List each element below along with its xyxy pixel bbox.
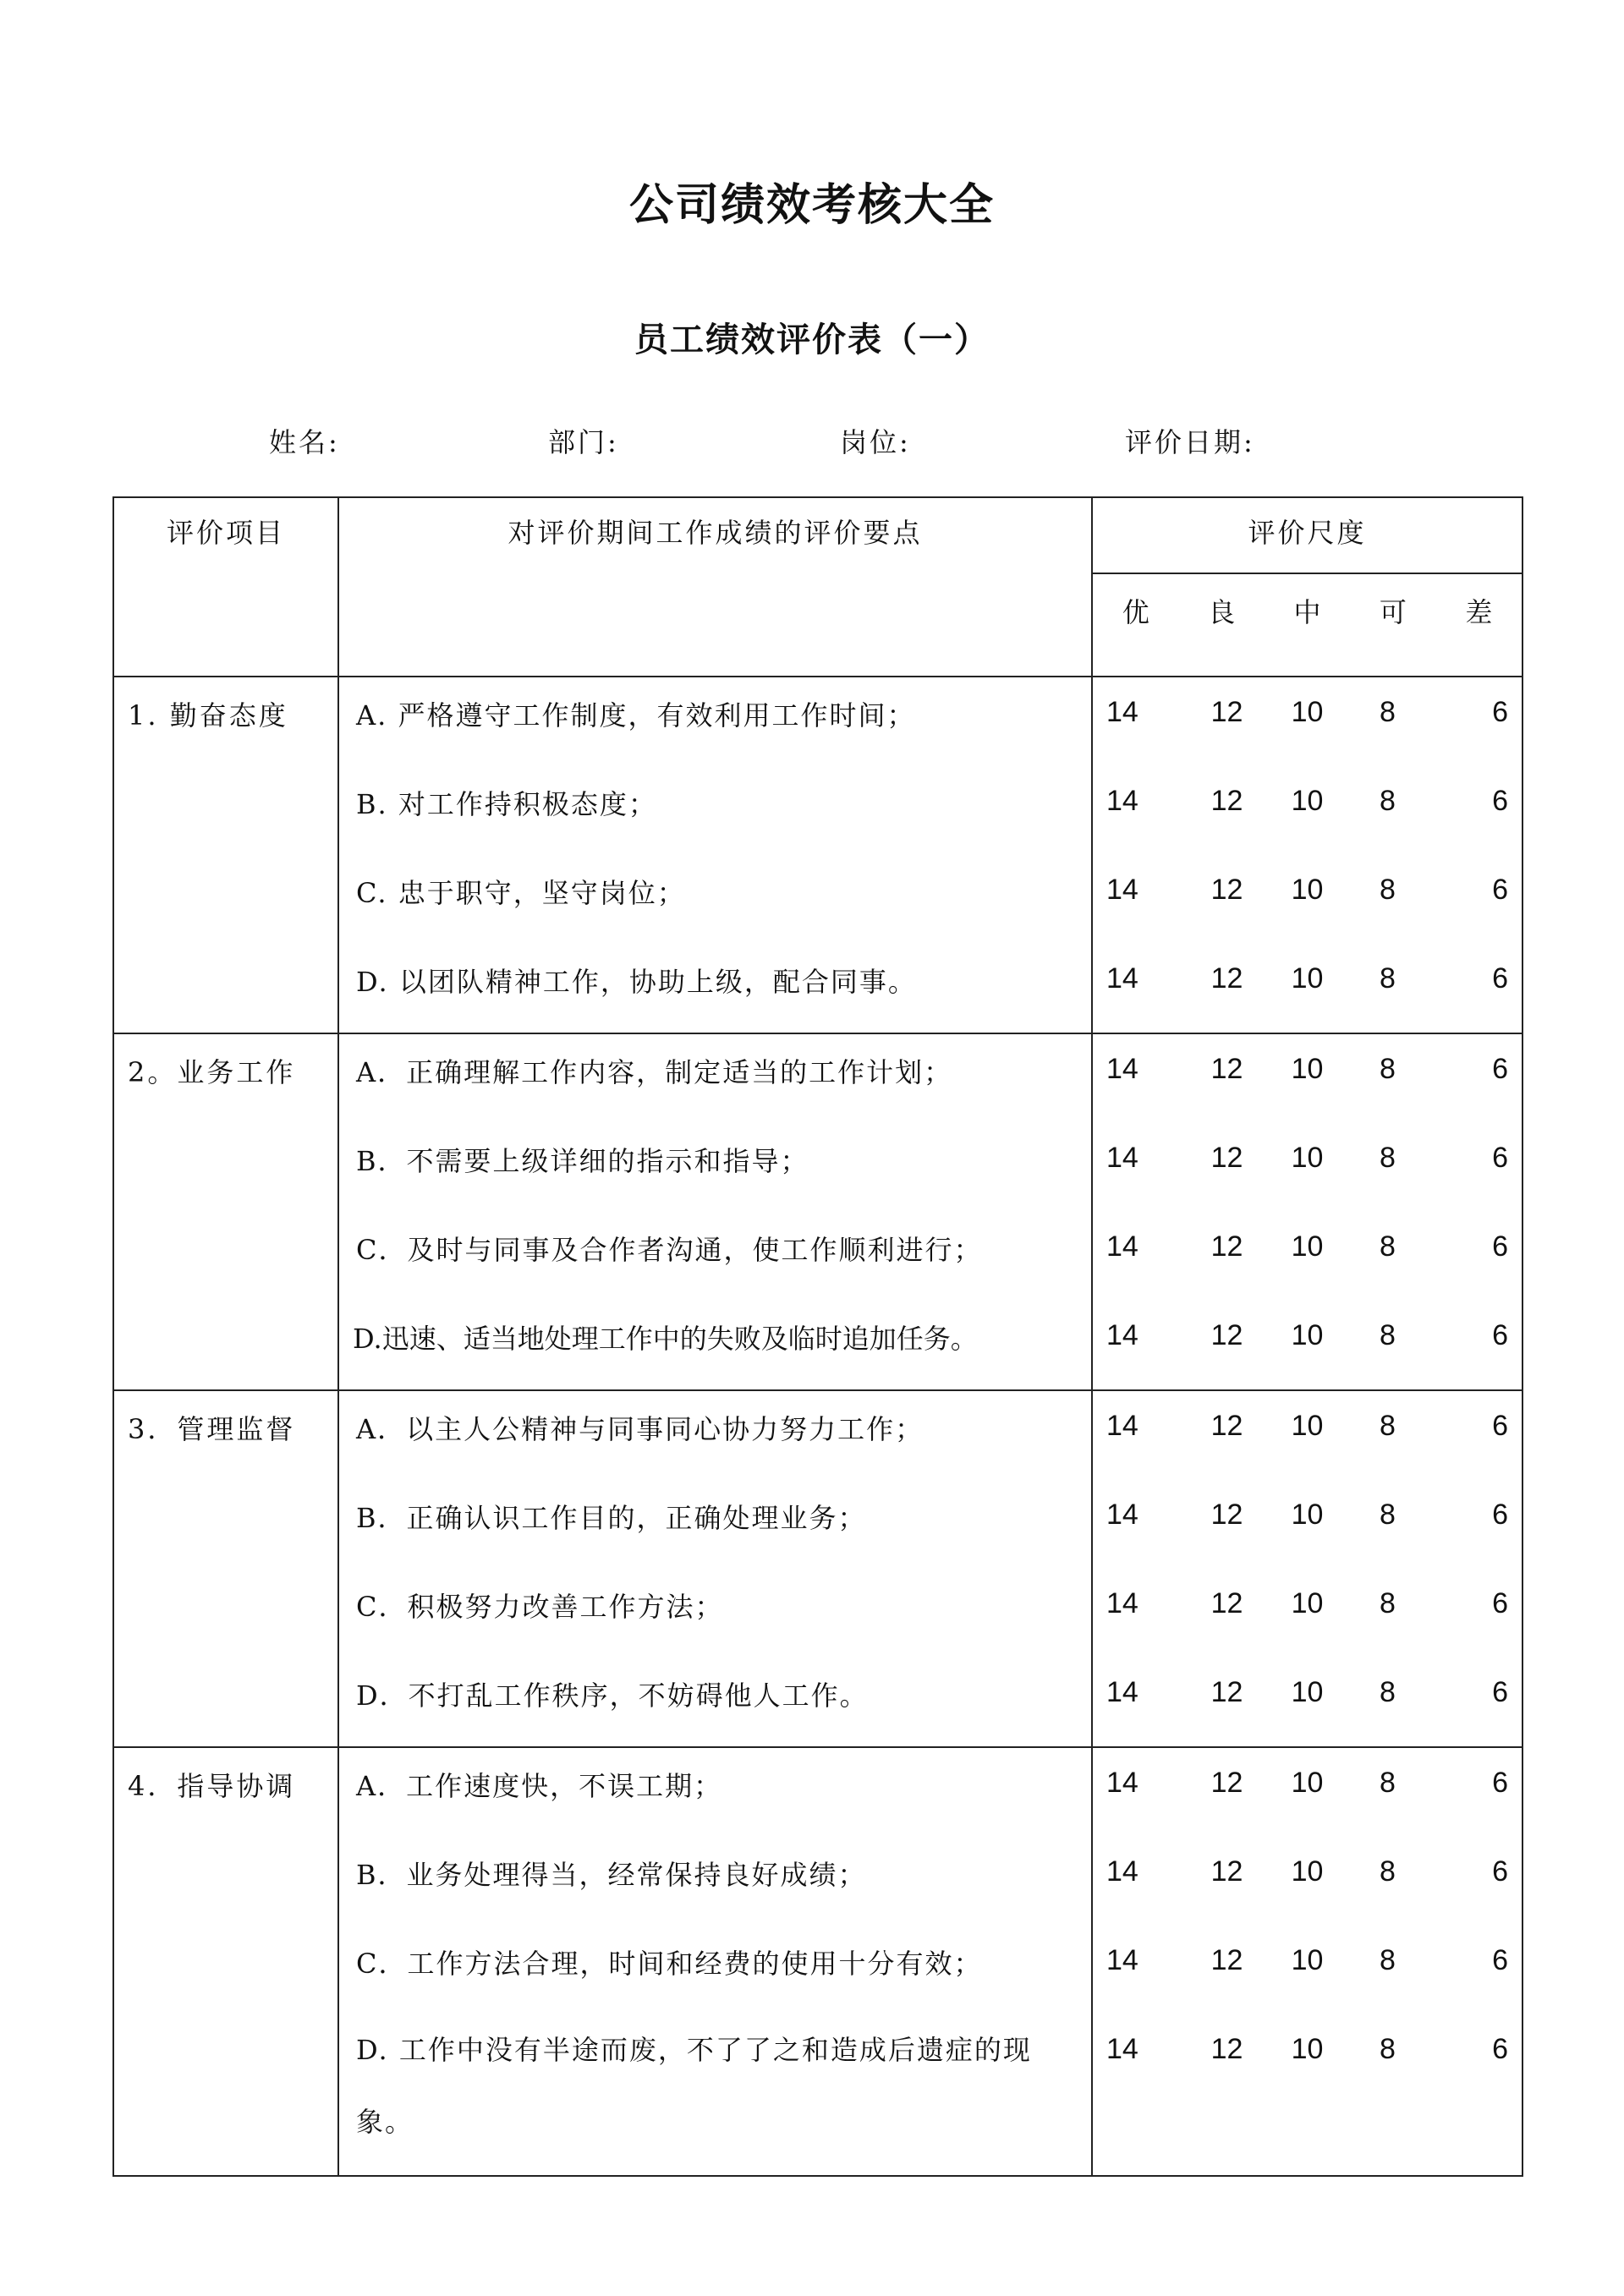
score-value: 10 xyxy=(1291,1587,1324,1619)
evaluation-point: A．以主人公精神与同事同心协力努力工作； xyxy=(356,1413,924,1445)
scale-level: 良 xyxy=(1208,596,1236,628)
score-row xyxy=(1093,1301,1522,1389)
score-row xyxy=(1093,1658,1522,1746)
score-value: 14 xyxy=(1106,1410,1138,1442)
scale-level: 可 xyxy=(1379,596,1407,628)
score-row xyxy=(1093,1926,1522,2014)
category-cell xyxy=(113,677,338,1033)
score-value: 12 xyxy=(1210,1587,1243,1619)
evaluation-date-label: 评价日期: xyxy=(1125,426,1255,458)
score-value: 14 xyxy=(1106,785,1138,817)
score-value: 8 xyxy=(1380,1499,1396,1531)
score-value: 14 xyxy=(1106,1499,1138,1531)
department-label: 部门: xyxy=(548,426,619,458)
score-row xyxy=(1093,944,1522,1033)
score-value: 10 xyxy=(1291,1855,1324,1888)
score-value: 14 xyxy=(1106,1319,1138,1351)
table-header-row xyxy=(113,497,1522,677)
score-value: 12 xyxy=(1210,2033,1243,2065)
scale-level: 优 xyxy=(1122,596,1149,628)
score-value: 8 xyxy=(1380,1410,1396,1442)
scores-cell xyxy=(1092,1390,1522,1747)
evaluation-point: C．及时与同事及合作者沟通，使工作顺利进行； xyxy=(356,1234,983,1266)
score-row xyxy=(1093,1837,1522,1926)
score-value: 6 xyxy=(1492,1142,1508,1174)
score-value: 6 xyxy=(1492,1587,1508,1619)
scale-level: 差 xyxy=(1465,596,1493,628)
score-row xyxy=(1093,1212,1522,1301)
table-row xyxy=(113,1747,1522,2176)
score-value: 8 xyxy=(1380,1142,1396,1174)
score-row xyxy=(1093,1480,1522,1569)
score-value: 12 xyxy=(1210,1855,1243,1888)
evaluation-point: D．不打乱工作秩序，不妨碍他人工作。 xyxy=(356,1680,869,1712)
score-value: 10 xyxy=(1291,696,1324,728)
score-value: 14 xyxy=(1106,1587,1138,1619)
score-value: 14 xyxy=(1106,874,1138,906)
evaluation-point: D. 以团队精神工作，协助上级，配合同事。 xyxy=(356,966,917,998)
score-value: 14 xyxy=(1106,962,1138,995)
score-value: 6 xyxy=(1492,1053,1508,1085)
score-value: 10 xyxy=(1291,1053,1324,1085)
score-value: 6 xyxy=(1492,1676,1508,1708)
score-value: 12 xyxy=(1210,1230,1243,1263)
header-points-cell xyxy=(338,497,1092,677)
score-row xyxy=(1093,1569,1522,1658)
evaluation-table xyxy=(112,496,1523,2177)
score-value: 10 xyxy=(1291,1767,1324,1799)
table-row xyxy=(113,677,1522,1033)
score-value: 10 xyxy=(1291,1142,1324,1174)
evaluation-point: D.迅速、适当地处理工作中的失败及临时追加任务。 xyxy=(353,1323,978,1355)
form-subtitle: 员工绩效评价表（一） xyxy=(634,320,990,359)
score-value: 10 xyxy=(1291,1230,1324,1263)
category-cell xyxy=(113,1390,338,1747)
points-cell xyxy=(338,1390,1092,1747)
score-value: 8 xyxy=(1380,1319,1396,1351)
score-value: 14 xyxy=(1106,2033,1138,2065)
score-value: 12 xyxy=(1210,1410,1243,1442)
score-value: 10 xyxy=(1291,1944,1324,1976)
evaluation-point: B. 对工作持积极态度； xyxy=(356,788,657,820)
score-value: 6 xyxy=(1492,696,1508,728)
score-value: 6 xyxy=(1492,2033,1508,2065)
header-points: 对评价期间工作成绩的评价要点 xyxy=(508,517,923,549)
score-value: 12 xyxy=(1210,1944,1243,1976)
score-value: 10 xyxy=(1291,962,1324,995)
evaluation-point: A. 严格遵守工作制度，有效利用工作时间； xyxy=(356,699,916,732)
score-value: 14 xyxy=(1106,1767,1138,1799)
category-label: 2。业务工作 xyxy=(128,1056,296,1088)
position-label: 岗位: xyxy=(840,426,911,458)
score-value: 8 xyxy=(1380,1944,1396,1976)
score-row xyxy=(1093,2014,1522,2103)
score-value: 8 xyxy=(1380,2033,1396,2065)
score-value: 14 xyxy=(1106,1944,1138,1976)
evaluation-point: D. 工作中没有半途而废，不了了之和造成后遗症的现象。 xyxy=(356,2034,1032,2138)
score-value: 12 xyxy=(1210,1053,1243,1085)
score-value: 14 xyxy=(1106,696,1138,728)
category-label: 4．指导协调 xyxy=(128,1770,296,1802)
category-cell xyxy=(113,1747,338,2176)
score-value: 8 xyxy=(1380,1587,1396,1619)
table-row xyxy=(113,1390,1522,1747)
header-scale-cell xyxy=(1092,497,1522,677)
score-value: 14 xyxy=(1106,1855,1138,1888)
category-cell xyxy=(113,1033,338,1390)
evaluation-point: B．正确认识工作目的，正确处理业务； xyxy=(356,1502,867,1534)
scores-cell xyxy=(1092,1747,1522,2176)
evaluation-point: B．不需要上级详细的指示和指导； xyxy=(356,1145,809,1177)
score-value: 6 xyxy=(1492,874,1508,906)
score-row xyxy=(1093,1123,1522,1212)
scale-level: 中 xyxy=(1293,596,1321,628)
score-value: 10 xyxy=(1291,874,1324,906)
header-scale: 评价尺度 xyxy=(1248,517,1367,549)
score-value: 10 xyxy=(1291,1319,1324,1351)
points-cell xyxy=(338,1747,1092,2176)
score-row xyxy=(1093,1391,1522,1480)
score-value: 8 xyxy=(1380,1855,1396,1888)
score-value: 12 xyxy=(1210,1499,1243,1531)
score-value: 8 xyxy=(1380,1230,1396,1263)
score-value: 6 xyxy=(1492,962,1508,995)
scores-cell xyxy=(1092,677,1522,1033)
score-value: 6 xyxy=(1492,1499,1508,1531)
score-row xyxy=(1093,855,1522,944)
score-value: 6 xyxy=(1492,1767,1508,1799)
score-value: 12 xyxy=(1210,1676,1243,1708)
scale-levels-row xyxy=(1093,573,1522,662)
evaluation-point: C．积极努力改善工作方法； xyxy=(356,1591,724,1623)
table-row xyxy=(113,1033,1522,1390)
score-value: 8 xyxy=(1380,785,1396,817)
evaluation-point: A．工作速度快，不误工期； xyxy=(356,1770,723,1802)
score-value: 8 xyxy=(1380,1676,1396,1708)
score-value: 12 xyxy=(1210,1319,1243,1351)
score-value: 12 xyxy=(1210,1767,1243,1799)
score-row xyxy=(1093,1748,1522,1837)
score-value: 8 xyxy=(1380,1767,1396,1799)
score-value: 8 xyxy=(1380,962,1396,995)
score-value: 12 xyxy=(1210,785,1243,817)
evaluation-point: C. 忠于职守，坚守岗位； xyxy=(356,877,686,909)
score-value: 12 xyxy=(1210,1142,1243,1174)
score-value: 8 xyxy=(1380,696,1396,728)
score-value: 14 xyxy=(1106,1142,1138,1174)
category-label: 1. 勤奋态度 xyxy=(128,699,288,732)
evaluation-point: A．正确理解工作内容，制定适当的工作计划； xyxy=(356,1056,953,1088)
score-value: 10 xyxy=(1291,2033,1324,2065)
score-value: 12 xyxy=(1210,962,1243,995)
evaluation-point: C．工作方法合理，时间和经费的使用十分有效； xyxy=(356,1948,983,1980)
score-value: 6 xyxy=(1492,785,1508,817)
score-value: 8 xyxy=(1380,1053,1396,1085)
header-item: 评价项目 xyxy=(166,517,285,549)
score-value: 10 xyxy=(1291,1499,1324,1531)
category-label: 3．管理监督 xyxy=(128,1413,296,1445)
score-value: 8 xyxy=(1380,874,1396,906)
score-value: 6 xyxy=(1492,1230,1508,1263)
document-title: 公司绩效考核大全 xyxy=(628,179,995,231)
score-value: 12 xyxy=(1210,874,1243,906)
points-cell xyxy=(338,1033,1092,1390)
evaluation-point: B．业务处理得当，经常保持良好成绩； xyxy=(356,1859,867,1891)
scores-cell xyxy=(1092,1033,1522,1390)
score-value: 6 xyxy=(1492,1410,1508,1442)
score-value: 10 xyxy=(1291,1410,1324,1442)
score-row xyxy=(1093,766,1522,855)
header-item-cell xyxy=(113,497,338,677)
name-label: 姓名: xyxy=(269,426,340,458)
score-value: 6 xyxy=(1492,1944,1508,1976)
points-cell xyxy=(338,677,1092,1033)
score-value: 14 xyxy=(1106,1053,1138,1085)
score-value: 14 xyxy=(1106,1230,1138,1263)
score-row xyxy=(1093,677,1522,766)
score-value: 10 xyxy=(1291,785,1324,817)
score-row xyxy=(1093,1034,1522,1123)
score-value: 6 xyxy=(1492,1855,1508,1888)
score-value: 14 xyxy=(1106,1676,1138,1708)
score-value: 6 xyxy=(1492,1319,1508,1351)
score-value: 10 xyxy=(1291,1676,1324,1708)
score-value: 12 xyxy=(1210,696,1243,728)
